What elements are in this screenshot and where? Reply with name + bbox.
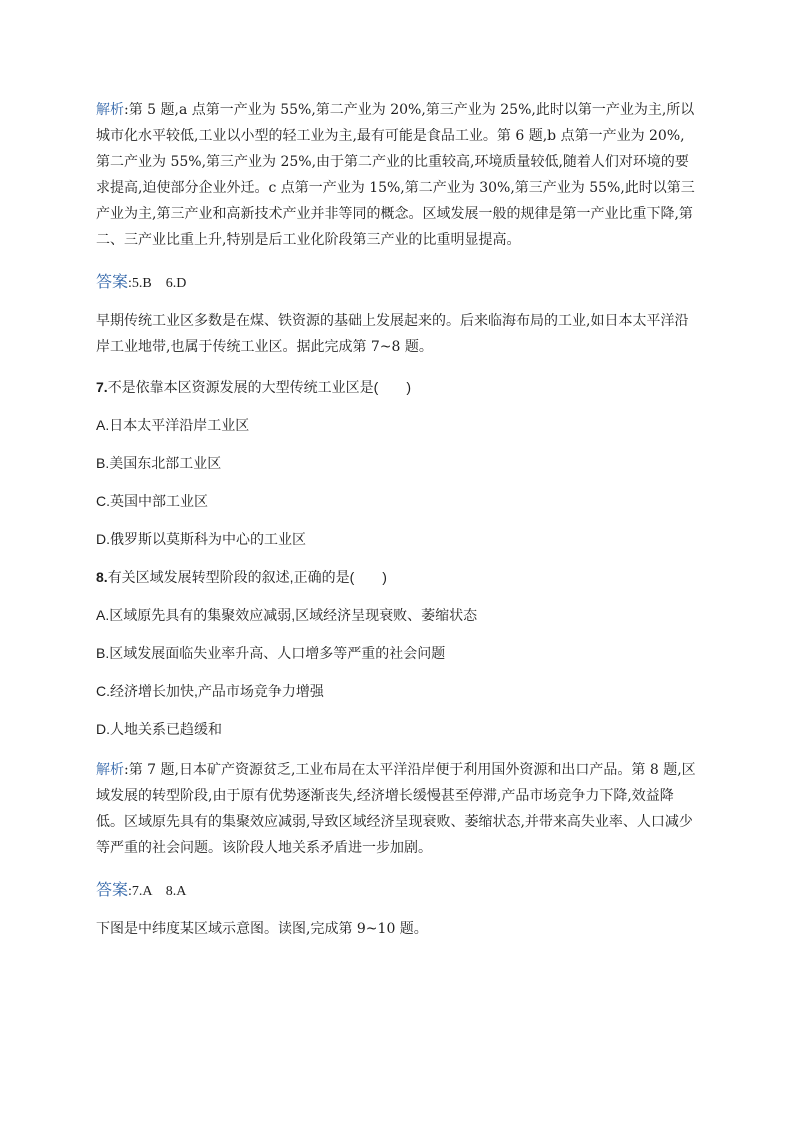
option-7c: C.英国中部工业区 bbox=[96, 493, 208, 509]
option-7d: D.俄罗斯以莫斯科为中心的工业区 bbox=[96, 531, 306, 547]
page-content bbox=[96, 96, 698, 942]
answer-label: 答案 bbox=[96, 882, 129, 899]
analysis-text: :第 5 题,a 点第一产业为 55%,第二产业为 20%,第三产业为 25%,此时以第一产业为主,所以城市化水平较低,工业以小型的轻工业为主,最有可能是食品工业。第 6 题,b 点第一产业为 20%,第二产业为 55%,第三产业为 25%,由于第二产业的比重较高,环境质量较低,随着人们对环境的要求提高,迫使部分企业外迁。c 点第一产业为 15%,第二产业为 30%,第三产业为 55%,此时以第三产业为主,第三产业和高新技术产业并非等同的概念。区域发展一般的规律是第一产业比重下降,第二、三产业比重上升,特别是后工业化阶段第三产业的比重明显提高。 bbox=[96, 102, 695, 248]
answer-5-6 bbox=[96, 269, 698, 292]
question-stem: 有关区域发展转型阶段的叙述,正确的是( ) bbox=[107, 569, 387, 585]
option-8d: D.人地关系已趋缓和 bbox=[96, 721, 222, 737]
intro-7-8: 早期传统工业区多数是在煤、铁资源的基础上发展起来的。后来临海布局的工业,如日本太平洋沿岸工业地带,也属于传统工业区。据此完成第 7~8 题。 bbox=[96, 313, 689, 355]
analysis-text: :第 7 题,日本矿产资源贫乏,工业布局在太平洋沿岸便于利用国外资源和出口产品。第 8 题,区域发展的转型阶段,由于原有优势逐渐丧失,经济增长缓慢甚至停滞,产品市场竞争力下降,效益降低。区域原先具有的集聚效应减弱,导致区域经济呈现衰败、萎缩状态,并带来高失业率、人口减少等严重的社会问题。该阶段人地关系矛盾进一步加剧。 bbox=[96, 762, 696, 856]
option-8b: B.区域发展面临失业率升高、人口增多等严重的社会问题 bbox=[96, 645, 446, 661]
answer-text: :5.B 6.D bbox=[128, 276, 187, 291]
question-stem: 不是依靠本区资源发展的大型传统工业区是( ) bbox=[107, 379, 412, 395]
analysis-label: 解析 bbox=[96, 101, 124, 117]
analysis-5-6 bbox=[96, 96, 698, 253]
question-8 bbox=[96, 566, 698, 588]
question-number: 7. bbox=[96, 379, 108, 395]
option-7b: B.美国东北部工业区 bbox=[96, 455, 222, 471]
answer-label: 答案 bbox=[96, 274, 129, 291]
option-7a: A.日本太平洋沿岸工业区 bbox=[96, 417, 250, 433]
question-number: 8. bbox=[96, 569, 108, 585]
answer-7-8 bbox=[96, 877, 698, 900]
intro-9-10: 下图是中纬度某区域示意图。读图,完成第 9~10 题。 bbox=[96, 921, 428, 937]
analysis-7-8 bbox=[96, 756, 698, 861]
question-7 bbox=[96, 376, 698, 398]
analysis-label: 解析 bbox=[96, 761, 124, 777]
option-8c: C.经济增长加快,产品市场竞争力增强 bbox=[96, 683, 324, 699]
answer-text: :7.A 8.A bbox=[128, 884, 187, 899]
option-8a: A.区域原先具有的集聚效应减弱,区域经济呈现衰败、萎缩状态 bbox=[96, 607, 478, 623]
